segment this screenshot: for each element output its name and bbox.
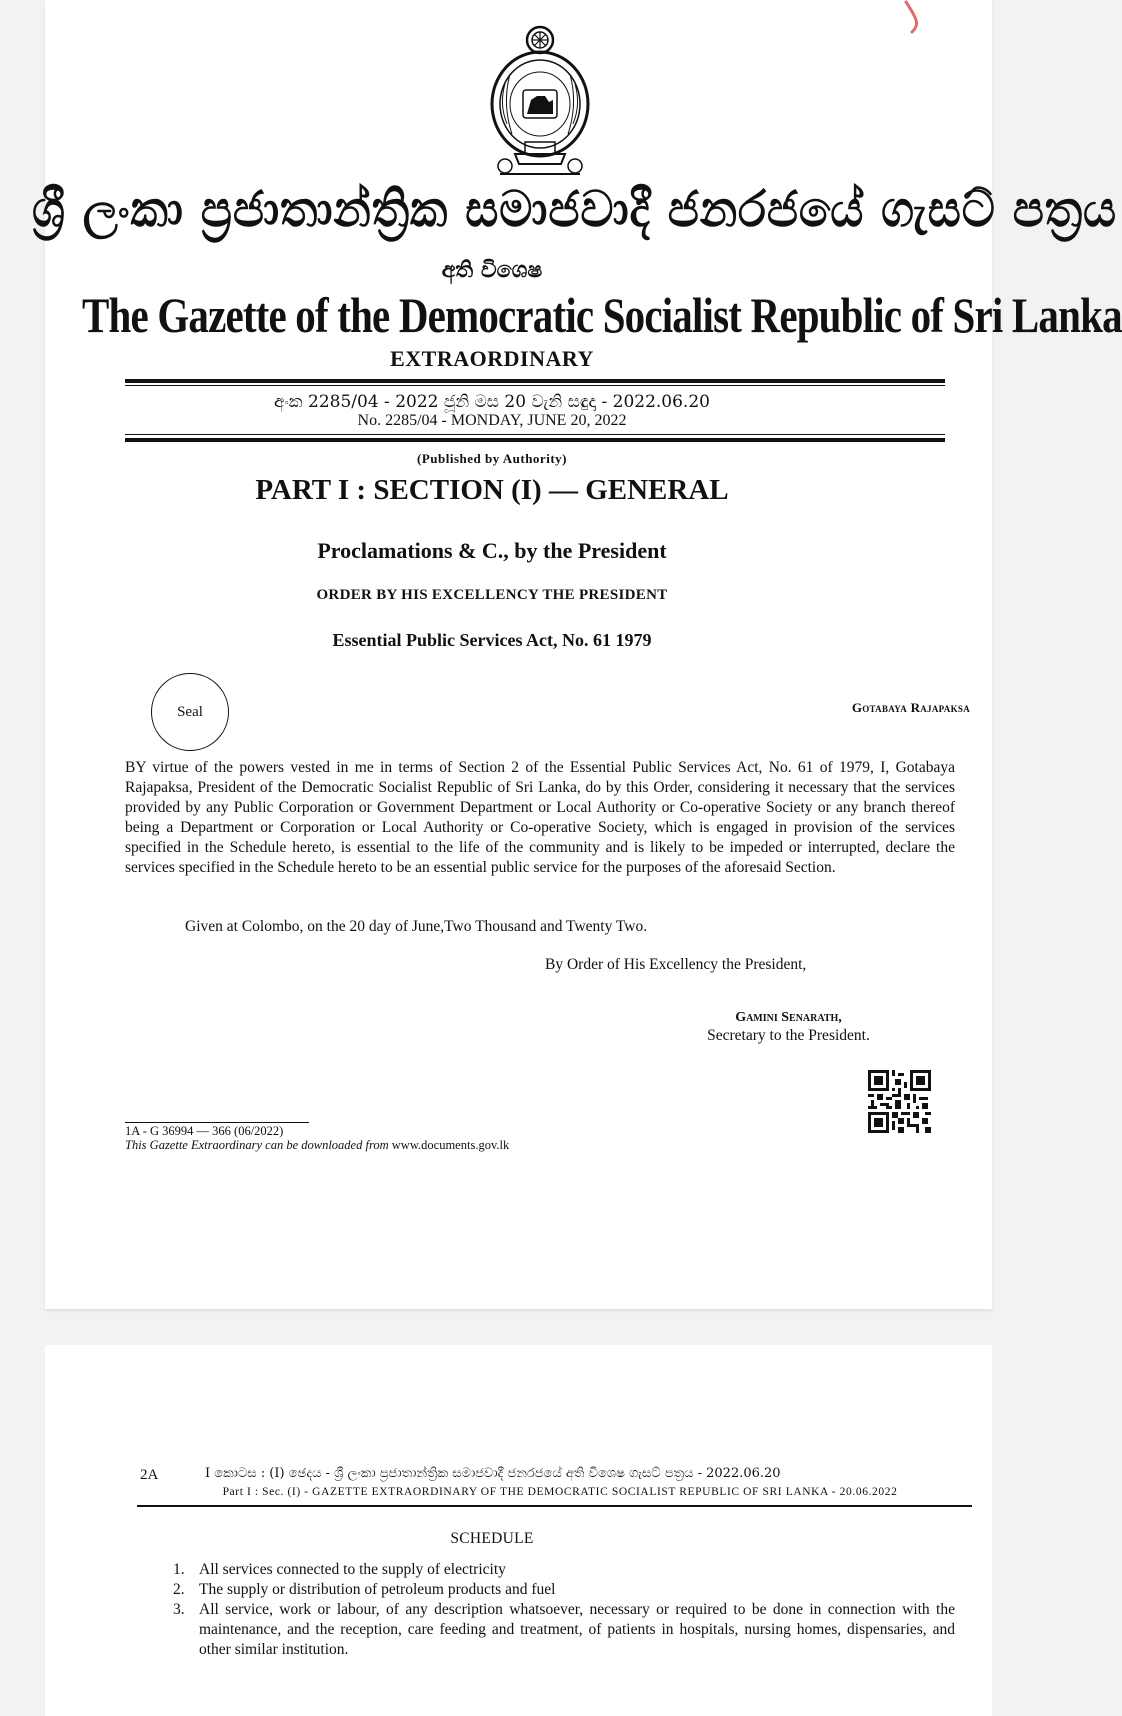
- schedule-item-number: 2.: [173, 1581, 185, 1598]
- header-rule-bottom: [125, 438, 945, 442]
- red-ink-mark-icon: [902, 0, 922, 34]
- part-heading: PART I : SECTION (I) — GENERAL: [255, 474, 729, 506]
- gazette-number-english: No. 2285/04 - MONDAY, JUNE 20, 2022: [357, 412, 627, 429]
- sri-lanka-emblem-icon: [485, 24, 595, 176]
- running-header-rule: [137, 1505, 972, 1507]
- seal-circle: [151, 673, 229, 751]
- ati-vishesha-label: අති විශෙෂ: [441, 258, 543, 283]
- schedule-item-number: 3.: [173, 1601, 185, 1618]
- gazette-number-sinhala: අංක 2285/04 - 2022 ජූනි මස 20 වැනි සඳුදා - 2022.06.20: [274, 392, 710, 412]
- running-header-sinhala: I කොටස : (I) ඡෙදය - ශ්‍රී ලංකා ප්‍රජාතාන්ත්‍රික සමාජවාදී ජනරජයේ අති විශෙෂ ගැසට් පත්‍රය - 2022.06.20: [205, 1466, 781, 1481]
- schedule-item: [173, 1580, 955, 1600]
- header-rule-top: [125, 379, 945, 383]
- schedule-item-text: All service, work or labour, of any description whatsoever, necessary or required to be done in connection with the maintenance, and the reception, care feeding and treatment, of patients in hospitals, nursing homes, dispensaries, and other similar institution.: [199, 1601, 955, 1658]
- footer-download-url[interactable]: www.documents.gov.lk: [391, 1138, 510, 1152]
- act-heading: Essential Public Services Act, No. 61 1979: [332, 630, 652, 650]
- schedule-item-text: The supply or distribution of petroleum products and fuel: [199, 1581, 556, 1598]
- gazette-title-sinhala: ශ්‍රී ලංකා ප්‍රජාතාන්ත්‍රික සමාජවාදී ජනරජයේ ගැසට් පත්‍රය: [32, 180, 1118, 238]
- header-rule-top-thin: [125, 385, 945, 386]
- extraordinary-label: EXTRAORDINARY: [390, 346, 594, 371]
- footer-code: 1A - G 36994 — 366 (06/2022): [125, 1124, 284, 1138]
- schedule-item-number: 1.: [173, 1561, 185, 1578]
- order-heading: ORDER BY HIS EXCELLENCY THE PRESIDENT: [316, 587, 668, 603]
- order-body-text: BY virtue of the powers vested in me in terms of Section 2 of the Essential Public Services Act, No. 61 of 1979, I, Gotabaya Rajapaksa, President of the Democratic Socialist Republic of Sri Lanka, do by this Order, considering it necessary that the services provided by any Public Corporation or Government Department or Local Authority or Co-operative Society or any branch thereof being a Department or Corporation or Local Authority or Co-operative Society, which is engaged in provision of the services specified in the Schedule hereto, is essential to the life of the community and is likely to be impeded or interrupted, declare the services specified in the Schedule hereto to be an essential public service for the purposes of the aforesaid Section.: [125, 759, 955, 876]
- schedule-item: [173, 1600, 955, 1660]
- gazette-title-english: The Gazette of the Democratic Socialist Republic of Sri Lanka: [82, 287, 1122, 343]
- schedule-item: [173, 1560, 955, 1580]
- header-rule-bottom-thin: [125, 434, 945, 435]
- published-by-authority: (Published by Authority): [417, 451, 567, 466]
- footer-rule: [125, 1122, 309, 1123]
- proclamations-heading: Proclamations & C., by the President: [317, 538, 667, 563]
- president-name: Gotabaya Rajapaksa: [851, 700, 970, 715]
- given-at-line: Given at Colombo, on the 20 day of June,Two Thousand and Twenty Two.: [185, 918, 648, 935]
- secretary-name: Gamini Senarath,: [735, 1010, 842, 1025]
- running-header-english: Part I : Sec. (I) - GAZETTE EXTRAORDINARY OF THE DEMOCRATIC SOCIALIST REPUBLIC OF SRI LANKA - 20.06.2022: [222, 1486, 898, 1498]
- schedule-item-text: All services connected to the supply of electricity: [199, 1561, 506, 1578]
- seal-label: Seal: [177, 703, 203, 720]
- by-order-line: By Order of His Excellency the President,: [545, 956, 807, 973]
- schedule-list: [173, 1560, 955, 1660]
- schedule-heading: SCHEDULE: [450, 1530, 534, 1547]
- qr-code-icon: [868, 1070, 931, 1133]
- gazette-page-2: [45, 1345, 992, 1716]
- secretary-title: Secretary to the President.: [707, 1027, 870, 1044]
- gazette-page-1: [32, 0, 1122, 1309]
- footer-download-text: This Gazette Extraordinary can be downloaded from: [125, 1138, 389, 1152]
- footer-download-note: [125, 1138, 509, 1153]
- page-number: 2A: [140, 1467, 159, 1483]
